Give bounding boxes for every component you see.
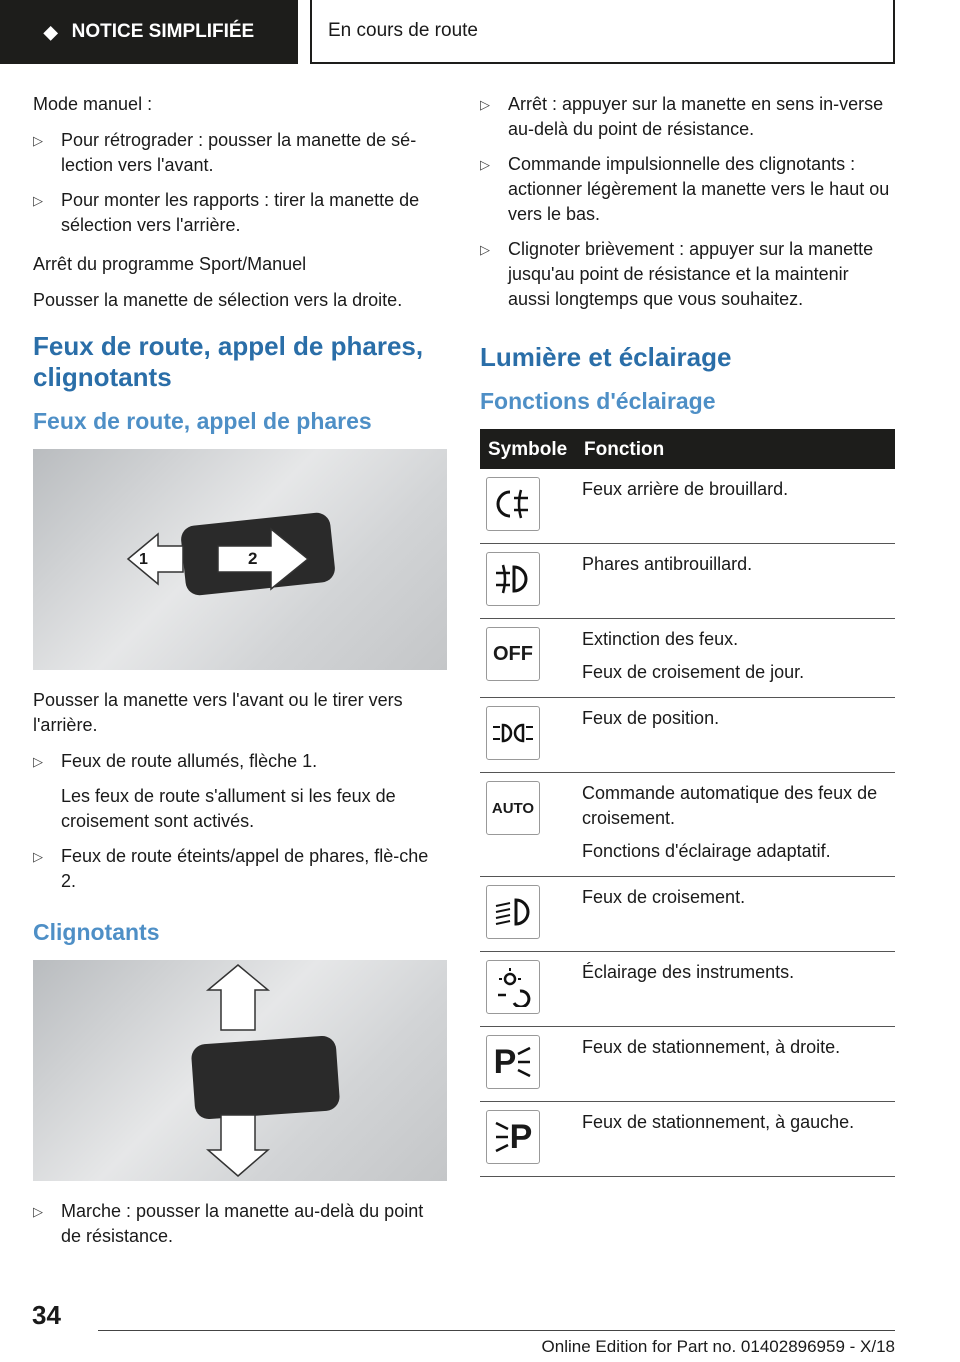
section-heading: Feux de route, appel de phares, clignotants [33, 331, 424, 392]
off-icon: OFF [486, 627, 540, 681]
bullet-triangle-icon: ▷ [33, 133, 43, 148]
left-column [33, 92, 447, 1259]
table-row: Feux de position. [480, 698, 895, 773]
list-subtext: Les feux de route s'allument si les feux de croisement sont activés. [61, 786, 396, 831]
bullet-triangle-icon: ▷ [480, 157, 490, 172]
parking-light-left-icon: P [486, 1110, 540, 1164]
footer-divider [98, 1330, 895, 1331]
arrow-label-2: 2 [248, 549, 258, 568]
list-item: ▷ Pour rétrograder : pousser la manette de sé-lection vers l'avant. [33, 130, 417, 175]
arrows-graphic [33, 449, 447, 670]
subsection-heading: Clignotants [33, 919, 160, 945]
low-beam-icon [486, 885, 540, 939]
list-item: ▷ Clignoter brièvement : appuyer sur la manette jusqu'au point de résistance et la maintenir aussi longtemps que vous souhaitez. [480, 239, 874, 309]
list-item: ▷ Marche : pousser la manette au-delà du point de résistance. [33, 1201, 424, 1246]
bullet-triangle-icon: ▷ [480, 242, 490, 257]
stop-title: Arrêt du programme Sport/Manuel [33, 254, 307, 274]
column-header-symbol: Symbole [480, 429, 576, 469]
table-row: P Feux de stationnement, à gauche. [480, 1102, 895, 1177]
arrow-back-icon [128, 534, 183, 584]
bullet-triangle-icon: ▷ [33, 849, 43, 864]
section-title: En cours de route [328, 20, 478, 41]
header-section [310, 0, 895, 64]
footer-edition: Online Edition for Part no. 01402896959 - X/18 [541, 1337, 895, 1356]
table-row: Feux de croisement. [480, 877, 895, 952]
table-row: AUTO Commande automatique des feux de croisement. Fonctions d'éclairage adaptatif. [480, 773, 895, 877]
header-tab-label: NOTICE SIMPLIFIÉE [71, 21, 255, 42]
bullet-triangle-icon: ▷ [33, 1204, 43, 1219]
arrow-down-icon [208, 1115, 268, 1176]
parking-light-right-icon: P [486, 1035, 540, 1089]
table-row: Phares antibrouillard. [480, 544, 895, 619]
section-heading: Lumière et éclairage [480, 342, 732, 372]
arrow-label-1: 1 [139, 551, 148, 568]
stalk-figure-headlights [33, 449, 447, 670]
subsection-heading: Fonctions d'éclairage [480, 388, 716, 414]
feux-text: Pousser la manette vers l'avant ou le tirer vers l'arrière. [33, 690, 403, 735]
page-number: 34 [32, 1300, 61, 1330]
arrow-forward-icon [218, 529, 308, 589]
header-tab[interactable] [0, 0, 298, 64]
arrow-up-icon [208, 965, 268, 1030]
table-row: Éclairage des instruments. [480, 952, 895, 1027]
mode-manuel-label: Mode manuel : [33, 94, 153, 114]
stop-text: Pousser la manette de sélection vers la droite. [33, 290, 403, 310]
car-nav-icon: ◆ [43, 21, 58, 42]
instrument-lighting-icon [486, 960, 540, 1014]
position-lights-icon [486, 706, 540, 760]
column-header-function: Fonction [576, 429, 895, 469]
list-item: ▷ Feux de route éteints/appel de phares, flè-che 2. [33, 846, 429, 891]
table-header-row [480, 429, 895, 469]
list-item: ▷ Commande impulsionnelle des clignotants : actionner légèrement la manette vers le haut ou vers le bas. [480, 154, 890, 224]
table-row: Feux arrière de brouillard. [480, 469, 895, 544]
rear-fog-light-icon [486, 477, 540, 531]
subsection-heading: Feux de route, appel de phares [33, 408, 372, 434]
stalk-figure-indicators [33, 960, 447, 1181]
arrows-graphic [33, 960, 447, 1181]
table-row: OFF Extinction des feux. Feux de croisement de jour. [480, 619, 895, 698]
bullet-triangle-icon: ▷ [480, 97, 490, 112]
list-item: ▷ Pour monter les rapports : tirer la manette de sélection vers l'arrière. [33, 190, 420, 235]
lighting-functions-table [480, 429, 895, 1177]
bullet-triangle-icon: ▷ [33, 193, 43, 208]
bullet-triangle-icon: ▷ [33, 754, 43, 769]
table-row: P Feux de stationnement, à droite. [480, 1027, 895, 1102]
front-fog-light-icon [486, 552, 540, 606]
right-column [480, 92, 895, 1177]
list-item: ▷ Arrêt : appuyer sur la manette en sens in-verse au-delà du point de résistance. [480, 94, 884, 139]
auto-icon: AUTO [486, 781, 540, 835]
list-item: ▷ Feux de route allumés, flèche 1. [33, 749, 447, 774]
